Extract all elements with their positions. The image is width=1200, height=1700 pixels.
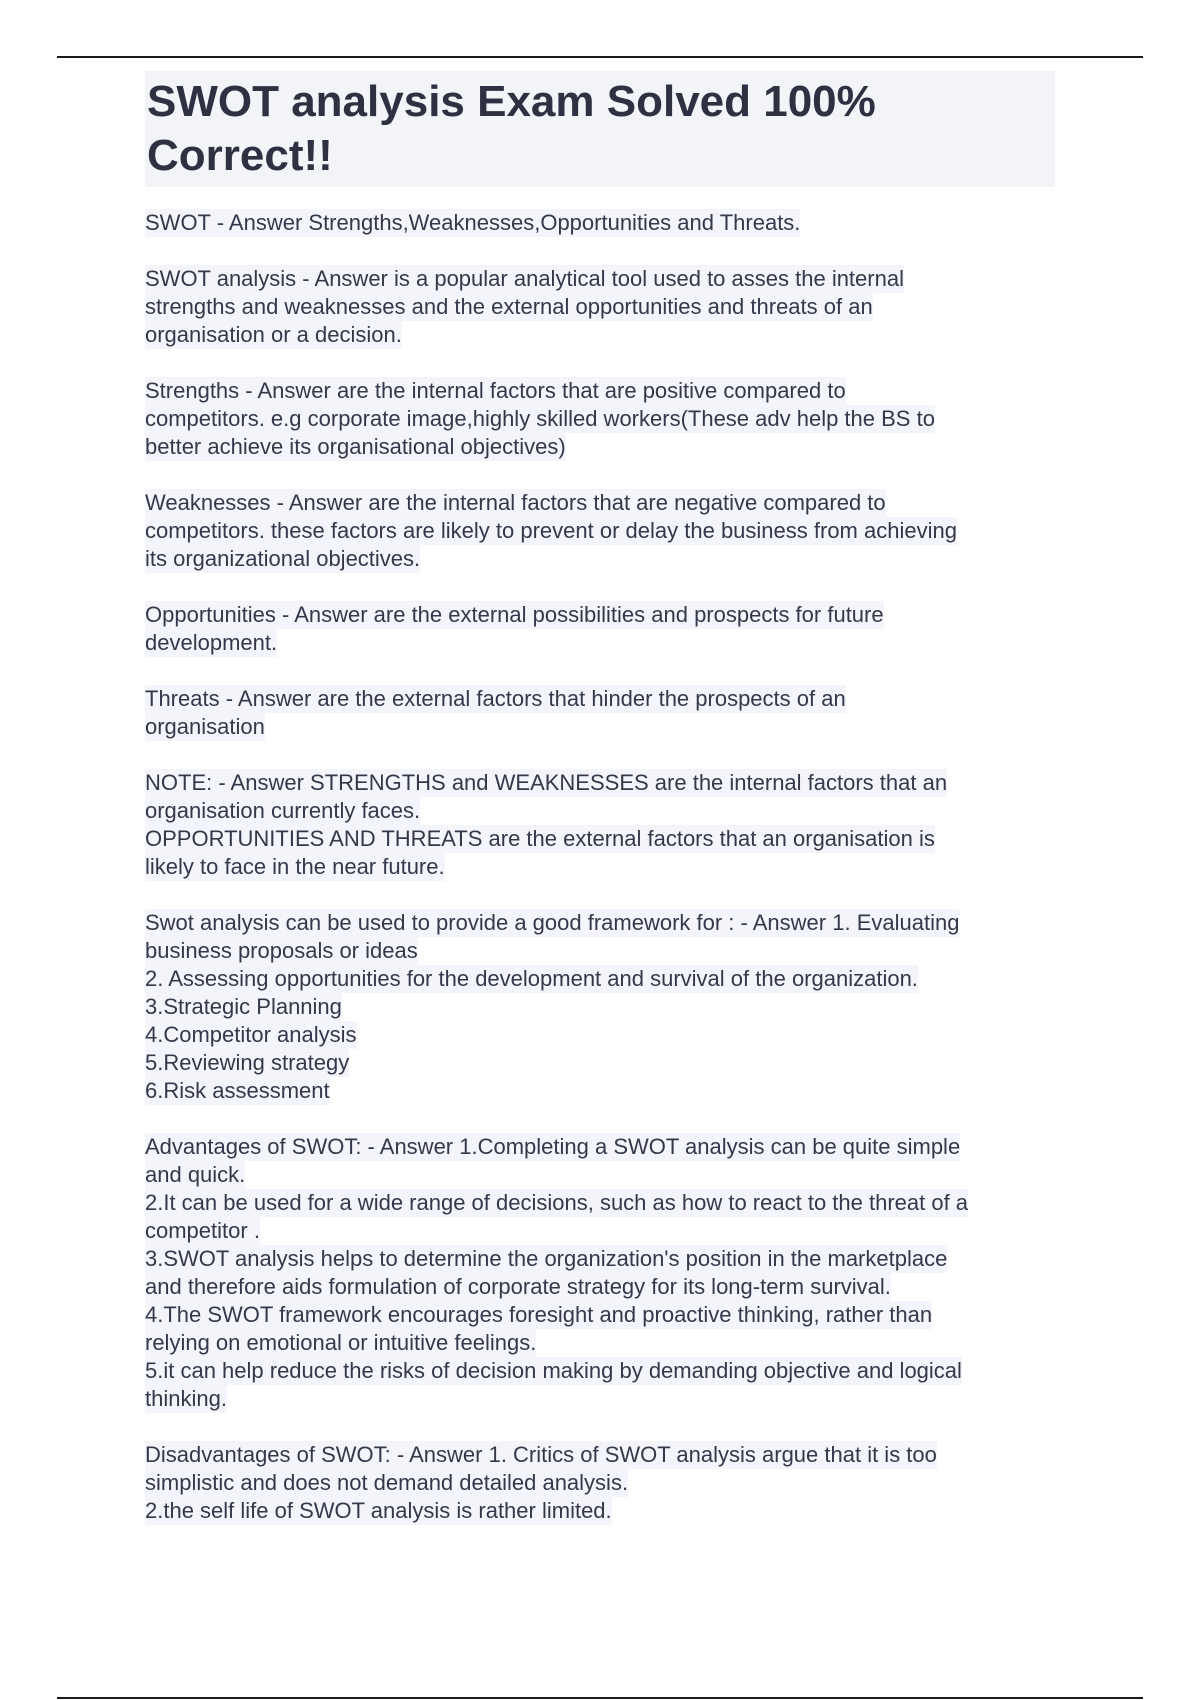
- paragraph-line: SWOT analysis - Answer is a popular analytical tool used to asses the internal: [145, 266, 904, 291]
- paragraph-line: 2.It can be used for a wide range of decisions, such as how to react to the threat of a: [145, 1190, 969, 1215]
- paragraph-line: 4.The SWOT framework encourages foresight and proactive thinking, rather than: [145, 1302, 933, 1327]
- paragraph-line: Advantages of SWOT: - Answer 1.Completing a SWOT analysis can be quite simple: [145, 1134, 961, 1159]
- paragraph-line: organisation: [145, 714, 265, 739]
- paragraph-line: Strengths - Answer are the internal factors that are positive compared to: [145, 378, 846, 403]
- paragraph-line: development.: [145, 630, 278, 655]
- qa-paragraph: [145, 489, 1055, 573]
- paragraph-line: simplistic and does not demand detailed analysis.: [145, 1470, 629, 1495]
- document-body: [145, 71, 1055, 1525]
- paragraph-line: 2.the self life of SWOT analysis is rather limited.: [145, 1498, 612, 1523]
- qa-paragraph: [145, 265, 1055, 349]
- paragraph-line: 2. Assessing opportunities for the development and survival of the organization.: [145, 966, 918, 991]
- qa-paragraph: [145, 769, 1055, 881]
- paragraph-line: and therefore aids formulation of corporate strategy for its long-term survival.: [145, 1274, 891, 1299]
- paragraph-line: strengths and weaknesses and the external opportunities and threats of an: [145, 294, 873, 319]
- paragraph-line: 5.it can help reduce the risks of decision making by demanding objective and logical: [145, 1358, 962, 1383]
- paragraph-line: Threats - Answer are the external factors that hinder the prospects of an: [145, 686, 846, 711]
- paragraph-line: organisation or a decision.: [145, 322, 402, 347]
- top-rule: [57, 56, 1143, 58]
- paragraph-line: relying on emotional or intuitive feelings.: [145, 1330, 537, 1355]
- qa-paragraph: [145, 685, 1055, 741]
- paragraph-line: better achieve its organisational objectives): [145, 434, 566, 459]
- paragraph-line: NOTE: - Answer STRENGTHS and WEAKNESSES are the internal factors that an: [145, 770, 948, 795]
- paragraph-line: Disadvantages of SWOT: - Answer 1. Critics of SWOT analysis argue that it is too: [145, 1442, 937, 1467]
- qa-paragraph: [145, 909, 1055, 1105]
- paragraph-line: competitors. these factors are likely to prevent or delay the business from achieving: [145, 518, 957, 543]
- qa-paragraph: [145, 1133, 1055, 1413]
- title-line-1: SWOT analysis Exam Solved 100%: [147, 77, 876, 126]
- paragraph-line: thinking.: [145, 1386, 227, 1411]
- paragraph-line: SWOT - Answer Strengths,Weaknesses,Opportunities and Threats.: [145, 210, 801, 235]
- paragraph-line: Swot analysis can be used to provide a good framework for : - Answer 1. Evaluating: [145, 910, 960, 935]
- paragraph-line: Opportunities - Answer are the external possibilities and prospects for future: [145, 602, 884, 627]
- document-title: [145, 71, 1055, 187]
- paragraph-line: 5.Reviewing strategy: [145, 1050, 350, 1075]
- paragraph-line: Weaknesses - Answer are the internal factors that are negative compared to: [145, 490, 886, 515]
- paragraph-line: organisation currently faces.: [145, 798, 421, 823]
- title-line-2: Correct!!: [147, 131, 333, 180]
- bottom-rule: [57, 1697, 1143, 1699]
- paragraph-line: its organizational objectives.: [145, 546, 421, 571]
- paragraph-line: 3.Strategic Planning: [145, 994, 342, 1019]
- paragraph-line: likely to face in the near future.: [145, 854, 445, 879]
- paragraph-line: 4.Competitor analysis: [145, 1022, 357, 1047]
- qa-paragraph: [145, 377, 1055, 461]
- qa-paragraph: [145, 209, 1055, 237]
- paragraph-line: business proposals or ideas: [145, 938, 418, 963]
- paragraph-line: and quick.: [145, 1162, 246, 1187]
- paragraph-line: 3.SWOT analysis helps to determine the organization's position in the marketplace: [145, 1246, 948, 1271]
- qa-paragraph: [145, 1441, 1055, 1525]
- paragraph-line: competitor .: [145, 1218, 260, 1243]
- paragraph-line: OPPORTUNITIES AND THREATS are the external factors that an organisation is: [145, 826, 935, 851]
- paragraph-line: 6.Risk assessment: [145, 1078, 330, 1103]
- qa-paragraphs: [145, 209, 1055, 1525]
- qa-paragraph: [145, 601, 1055, 657]
- paragraph-line: competitors. e.g corporate image,highly skilled workers(These adv help the BS to: [145, 406, 935, 431]
